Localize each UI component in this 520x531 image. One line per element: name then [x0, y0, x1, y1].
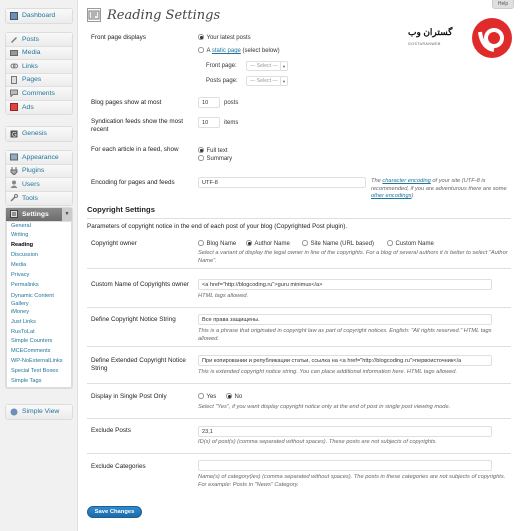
extended-notice-label: Define Extended Copyright Notice String	[91, 357, 186, 372]
sidebar-item-label: Links	[22, 62, 38, 70]
submenu-item[interactable]: Simple Tags	[11, 377, 42, 384]
dashboard-icon	[10, 12, 18, 20]
radio[interactable]	[302, 240, 308, 246]
posts-page-select-label: Posts page:	[206, 78, 238, 84]
svg-text:G: G	[12, 132, 17, 138]
desc-text: )	[411, 193, 414, 199]
sidebar-item-genesis[interactable]	[6, 127, 72, 141]
syndication-unit: items	[224, 120, 239, 126]
sidebar-item-label: Pages	[22, 76, 42, 84]
help-label: Help	[497, 1, 509, 7]
sidebar-item-label: Genesis	[22, 130, 47, 138]
submenu-item[interactable]: Special Text Boxes	[11, 368, 59, 375]
sidebar-block-simple-view	[5, 404, 73, 420]
settings-submenu	[6, 222, 72, 388]
radio-selected[interactable]	[226, 393, 232, 399]
notice-description: This is a phrase that originated in copyright law as part of copyright notices. English: "All rights reserved." HTML tags allowed.	[198, 328, 492, 342]
page-title: Reading Settings	[107, 8, 221, 23]
sidebar-item-pages[interactable]	[6, 74, 72, 88]
sidebar-item-dashboard[interactable]	[6, 9, 72, 23]
extended-notice-input[interactable]: При копировании и републикации статьи, ссылка на <a href="http://blogcoding.ru">первоисточник</a	[198, 355, 492, 366]
owner-option-site[interactable]	[302, 240, 374, 248]
divider	[87, 307, 511, 308]
option-label: Blog Name	[206, 241, 237, 247]
chevron-down-icon: ▼	[280, 77, 287, 85]
owner-option-custom[interactable]	[387, 240, 434, 248]
sidebar-block-dashboard	[5, 8, 73, 24]
encoding-input[interactable]: UTF-8	[198, 177, 366, 188]
submenu-item[interactable]: RusToLat	[11, 328, 35, 335]
divider	[87, 418, 511, 419]
submenu-item[interactable]: Media	[11, 262, 27, 269]
users-icon	[10, 180, 18, 188]
chevron-down-icon: ▼	[280, 62, 287, 70]
feed-option-full[interactable]	[198, 147, 228, 155]
front-page-select-label: Front page:	[206, 63, 237, 69]
option-label: Custom Name	[395, 241, 434, 247]
logo-brand-text: گستران وب	[408, 27, 453, 37]
submenu-item[interactable]: Simple Counters	[11, 338, 53, 345]
comments-icon	[10, 89, 18, 97]
sidebar-item-label: Settings	[22, 210, 49, 218]
sidebar-item-media[interactable]	[6, 47, 72, 61]
submenu-item[interactable]: Privacy	[11, 271, 30, 278]
section-title: Copyright Settings	[87, 205, 155, 214]
sidebar-item-label: Ads	[22, 103, 34, 111]
blog-pages-unit: posts	[224, 100, 239, 106]
media-icon	[10, 49, 18, 57]
feed-article-label: For each article in a feed, show	[91, 146, 179, 153]
sidebar-item-label: Plugins	[22, 167, 45, 175]
sidebar-item-simple-view[interactable]	[6, 405, 72, 419]
radio[interactable]	[198, 47, 204, 53]
submenu-item-current[interactable]: Reading	[11, 242, 34, 249]
option-label: A	[206, 48, 211, 54]
sidebar-item-links[interactable]	[6, 60, 72, 74]
sidebar-item-label: Comments	[22, 89, 55, 97]
sidebar-item-plugins[interactable]	[6, 165, 72, 179]
sidebar-item-ads[interactable]	[6, 101, 72, 115]
sidebar-item-label: Simple View	[22, 408, 60, 416]
desc-text: of your site (UTF-8 is recommended, if you are adventurous there are some	[371, 178, 507, 192]
exclude-categories-input[interactable]	[198, 460, 492, 471]
syndication-label: Syndication feeds show the most recent	[91, 118, 184, 133]
blog-pages-input[interactable]: 10	[198, 97, 220, 108]
custom-name-description: HTML tags allowed.	[198, 293, 249, 299]
simple-view-icon	[10, 408, 18, 416]
submenu-item[interactable]: Permalinks	[11, 281, 39, 288]
section-description: Parameters of copyright notice in the end of each post of your blog (Copyrighted Post plugin).	[87, 223, 348, 230]
option-label: No	[234, 394, 243, 400]
divider	[87, 268, 511, 269]
sidebar-item-settings[interactable]	[6, 208, 72, 222]
sidebar-item-appearance[interactable]	[6, 151, 72, 165]
option-label: Full text	[206, 148, 228, 154]
radio-selected[interactable]	[198, 34, 204, 40]
option-label: Summary	[206, 156, 233, 162]
exclude-posts-input[interactable]: 23,1	[198, 426, 492, 437]
owner-description: Select a variant of display the legal owner in line of the copyrights. For a blog of several authors it is better to select "Author Name".	[198, 250, 508, 264]
radio[interactable]	[198, 393, 204, 399]
front-page-option-static[interactable]	[198, 47, 280, 55]
other-encodings-link[interactable]: other encodings	[371, 193, 412, 199]
site-logo	[406, 18, 512, 62]
posts-icon	[10, 35, 18, 43]
option-label: Site Name (URL based)	[310, 241, 374, 247]
sidebar-item-label: Appearance	[22, 153, 59, 161]
single-option-yes[interactable]	[198, 393, 216, 401]
pages-icon	[10, 76, 18, 84]
front-page-select[interactable]	[246, 61, 288, 71]
static-page-link[interactable]: static page	[211, 48, 241, 54]
custom-name-label: Custom Name of Copyrights owner	[91, 281, 189, 288]
single-post-description: Select "Yes", if you want display copyright notice only at the end of post in single post viewing mode.	[198, 404, 451, 410]
custom-name-input[interactable]: <a href="http://blogcoding.ru">guru minimus</a>	[198, 279, 492, 290]
radio[interactable]	[387, 240, 393, 246]
submenu-item[interactable]: Dynamic Content Gallery	[11, 292, 54, 307]
notice-label: Define Copyright Notice String	[91, 316, 176, 323]
owner-option-author[interactable]	[246, 240, 290, 248]
logo-brand-sub: GOSTARANWEB	[408, 42, 441, 46]
notice-input[interactable]: Все права защищены.	[198, 314, 492, 325]
radio[interactable]	[198, 240, 204, 246]
posts-page-select[interactable]	[246, 76, 288, 86]
radio[interactable]	[198, 155, 204, 161]
extended-notice-description: This is extended copyright notice string. You can place additional information here. HTML tags allowed.	[198, 369, 458, 375]
sidebar-item-label: Media	[22, 49, 41, 57]
owner-option-blog[interactable]	[198, 240, 236, 248]
sidebar-item-label: Posts	[22, 35, 39, 43]
syndication-input[interactable]: 10	[198, 117, 220, 128]
front-page-option-latest[interactable]	[198, 34, 251, 42]
logo-mark	[472, 18, 512, 58]
sidebar-item-label: Users	[22, 180, 40, 188]
genesis-icon	[10, 130, 18, 138]
admin-sidebar	[0, 0, 78, 531]
encoding-label: Encoding for pages and feeds	[91, 179, 175, 186]
desc-text: The	[371, 178, 381, 184]
plugins-icon	[10, 167, 18, 175]
character-encoding-link[interactable]: character encoding	[382, 178, 431, 184]
single-option-no[interactable]	[226, 393, 242, 401]
sidebar-item-label: Dashboard	[22, 12, 56, 20]
settings-page-icon	[87, 8, 101, 22]
submenu-item[interactable]: Just Links	[11, 318, 36, 325]
chevron-down-icon[interactable]: ▼	[62, 208, 72, 221]
save-changes-button[interactable]: Save Changes	[87, 506, 142, 518]
select-value: — Select —	[250, 63, 278, 69]
sidebar-item-users[interactable]	[6, 178, 72, 192]
submenu-item[interactable]: Discussion	[11, 252, 39, 259]
encoding-description	[371, 178, 509, 201]
option-label: Yes	[206, 394, 217, 400]
exclude-categories-label: Exclude Categories	[91, 463, 146, 470]
submenu-item[interactable]: Writing	[11, 232, 29, 239]
select-value: — Select —	[250, 78, 278, 84]
appearance-icon	[10, 153, 18, 161]
sidebar-block-content	[5, 32, 73, 115]
ads-icon	[10, 103, 18, 111]
submenu-item[interactable]: iMoney	[11, 308, 30, 315]
option-label: Your latest posts	[206, 35, 251, 41]
blog-pages-label: Blog pages show at most	[91, 99, 162, 106]
links-icon	[10, 62, 18, 70]
help-tab[interactable]	[492, 0, 514, 9]
sidebar-block-admin	[5, 150, 73, 206]
sidebar-item-posts[interactable]	[6, 33, 72, 47]
sidebar-block-settings	[5, 207, 73, 389]
settings-icon	[10, 210, 18, 218]
submenu-item[interactable]: WP-NoExternalLinks	[11, 358, 63, 365]
submenu-item[interactable]: General	[11, 222, 31, 229]
divider	[87, 453, 511, 454]
divider	[87, 218, 511, 219]
front-page-label: Front page displays	[91, 34, 146, 41]
exclude-posts-label: Exclude Posts	[91, 427, 131, 434]
sidebar-block-genesis	[5, 126, 73, 142]
sidebar-item-comments[interactable]	[6, 87, 72, 101]
radio-selected[interactable]	[246, 240, 252, 246]
radio-selected[interactable]	[198, 147, 204, 153]
exclude-categories-description: Name(s) of category(ies) (comma separated without spaces). The posts in these categories are not subjects of copyrights. For example: Posts in "News" Category.	[198, 474, 506, 488]
option-label: Author Name	[254, 241, 290, 247]
feed-option-summary[interactable]	[198, 155, 232, 163]
divider	[87, 346, 511, 347]
exclude-posts-description: ID(s) of post(s) (comma separated without spaces). These posts are not subjects of copyrights.	[198, 439, 437, 445]
single-post-label: Display in Single Post Only	[91, 393, 167, 400]
tools-icon	[10, 194, 18, 202]
copyright-owner-label: Copyright owner	[91, 240, 137, 247]
submenu-item[interactable]: MCEComments	[11, 348, 51, 355]
option-label-suffix: (select below)	[242, 48, 280, 54]
sidebar-item-tools[interactable]	[6, 192, 72, 206]
divider	[87, 383, 511, 384]
sidebar-item-label: Tools	[22, 194, 38, 202]
